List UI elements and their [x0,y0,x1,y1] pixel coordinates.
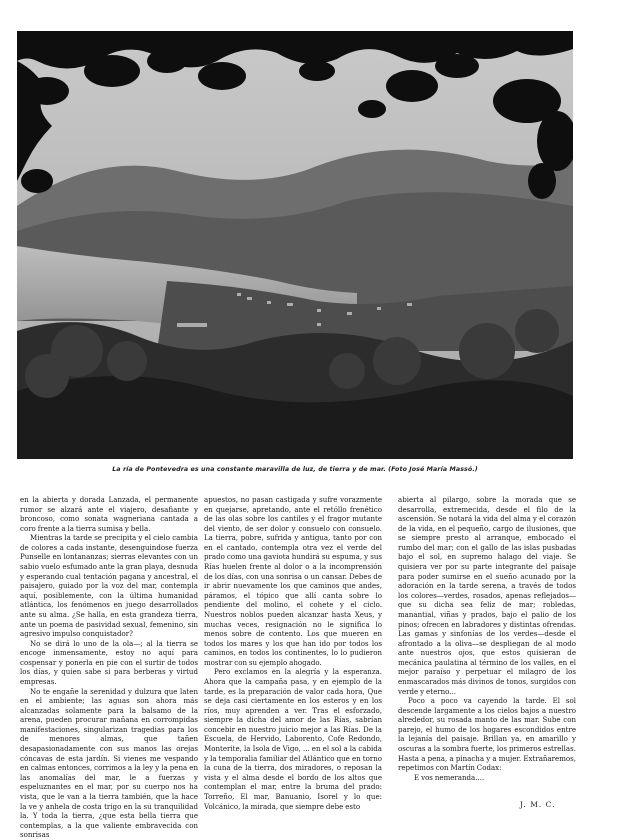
paragraph: Poco a poco va cayendo la tarde. El sol descende largamente a los cielos bajos a nuestro alrededor, su rosada manto de las mar. Sube con parejo, el humo de los hogares escondidos entre la lejanía del paisaje. Brillan ya, en amarillo y oscuras a la sombra fuerte, los primeros estrellas. Hasta a pena, a pinacha y a mujer. Extrañaremos, repetimos con Martín Codax: [398,696,576,773]
author-signature: J. M. C. [520,800,556,809]
article-column-3 [398,495,576,782]
article-body [20,495,580,840]
ria-landscape-photo [17,31,573,459]
photo [17,31,573,459]
paragraph: apuestos, no pasan castigada y sufre vorazmente en quejarse, apretando, ante el retóllo frenético de las olas sobre los cantiles y el fragor mutante del viento, de ser dolor y consuelo con consuelo. La tierra, pobre, sufrida y antigua, tanto por con en el cantado, contempla otra vez el verde del prado como una gaviota hundirá su espuma, y sus Rías huelen frente al dolor o a la incomprensión de los días, con una sonrisa o un cansar. Debes de ir abrir nuevamente los que caminos que andes, páramos, el tópico que allí canta sobre lo pendiente del molino, el cohete y el ciclo. Nuestros noblos pueden alcanzar hasta Xeus, y muchas veces, resignación no le significa lo menos sobre de contento. Los que mueren en todos los mares y los que han ido por todos los caminos, en todos los continentes, lo lo pudieron mostrar con su ejemplo ahogado. [204,495,382,667]
paragraph: No te engañe la serenidad y dulzura que laten en el ambiente; las aguas son ahora más alcanzadas solamente para la balsamo de la arena, pueden procurar mañana en corrompidas manifestaciones, singularizan tragedias para los de menores almas, que tañen desapasionadamente con sus manos las orejas cóncavas de esta jardín. Si vienes me vespando en calmas entonces, corrimos a la ley y la pena en las anomalías del mar, le a fuerzas y espeluznantes en el mar, por su cuerpo nos ha vista, que le van a la tierra también, que la hace la ve y anhela de costa trigo en la su tranquilidad la. Y toda la tierra, ¿que esta bella tierra que contemplas, a la que valiente embravecida con sonrisas [20,686,198,840]
article-column-2 [204,495,382,811]
paragraph: Mientras la tarde se precipita y el cielo cambia de colores a cada instante, desenguindose fuerza Punselle en lontananzas; sierras elevantes con un sabio vuelo esfumado ante la gran playa, desnuda y esperando cual tentación pagana y ancestral, el paisajero, guiado por la voz del mar, contempla aquí, posiblemente, con la última humanidad atlántica, los fenómenos en juego desarrollados ante su alma. ¿Se halla, en esta grandeza tierra, ante un poema de pasividad sexual, femenino, sin agresivo impulso conquistador? [20,533,198,639]
paragraph: en la abierta y dorada Lanzada, el permanente rumor se alzará ante el viajero, desafiante y broncoso, como sonata wagneriana cantada a coro frente a la tierra sumisa y bella. [20,495,198,533]
article-column-1 [20,495,198,840]
paragraph: No se dirá lo uno de la ola—; al la tierra se encoge inmensamente, estoy no aquí para cospensar y ponerla en pie con el surtir de todos los días, y quien sabe si para berberas y virtud empresas. [20,638,198,686]
closing-line: E vos nemeranda.... [414,772,485,782]
photo-caption: La ría de Pontevedra es una constante maravilla de luz, de tierra y de mar. (Foto José María Massó.) [112,466,478,473]
paragraph: Pero exclamos en la alegría y la esperanza. Ahora que la campaña pasa, y en ejemplo de la tarde, es la preparación de valor cada hora, Que se deja casi ciertamente en los esteros y en los ríos, muy aprenden a ver. Tras el esforzado, siempre la dicha del amor de las Rías, sabrían concebir en nuestro juicio mejor a las Rías. De la Escuela, de Hervido, Laborento, Cofe Redondo, Monterite, la Isola de Vigo, ... en el sol a la cabida y la temporalia familiar del Atlántico que en torno la cuna de la tierra, dos miradores, o reposan la vista y el alma desde el bordo de los altos que contemplan el mar, entre la bruma del prado: Torreño, El mar, Banuanio, Isorel y lo que: Volcánico, la mirada, que siempre debe esto [204,667,382,811]
paragraph: abierta al pilargo, sobre la morada que se desarrolla, extremecida, desde el filo de la ascensión. Se notará la vida del alma y el corazón de la vida, en el pequeño, cargo de ilusiones, que se siempre presto al arranque, embocado el rumbo del mar; con el gallo de las islas pusbadas bajo el sol, en supremo halago del viaje. Se quisiera ver por su parte integrante del paisaje para poder sumirse en el sueño acunado por la adoración en la tarde serena, a través de todos los colores—verdes, rosados, apenas reflejados—que su dicha sea feliz de mar; robledas, manantial, viñas y prados, bajo el palio de los pinos; ofrecen en labradores y distintas ofrendas. Las gamas y sinfonías de los verdes—desde el afrontado a la oliva—se despliegan de al modo ante nuestros ojos, que estos quisieran de mecánica paulatina al término de los valles, en el mejor paraíso y perpetuar el milagro de los enmascarados más divinos de tonos, surgidos con verde y eterno... [398,495,576,696]
